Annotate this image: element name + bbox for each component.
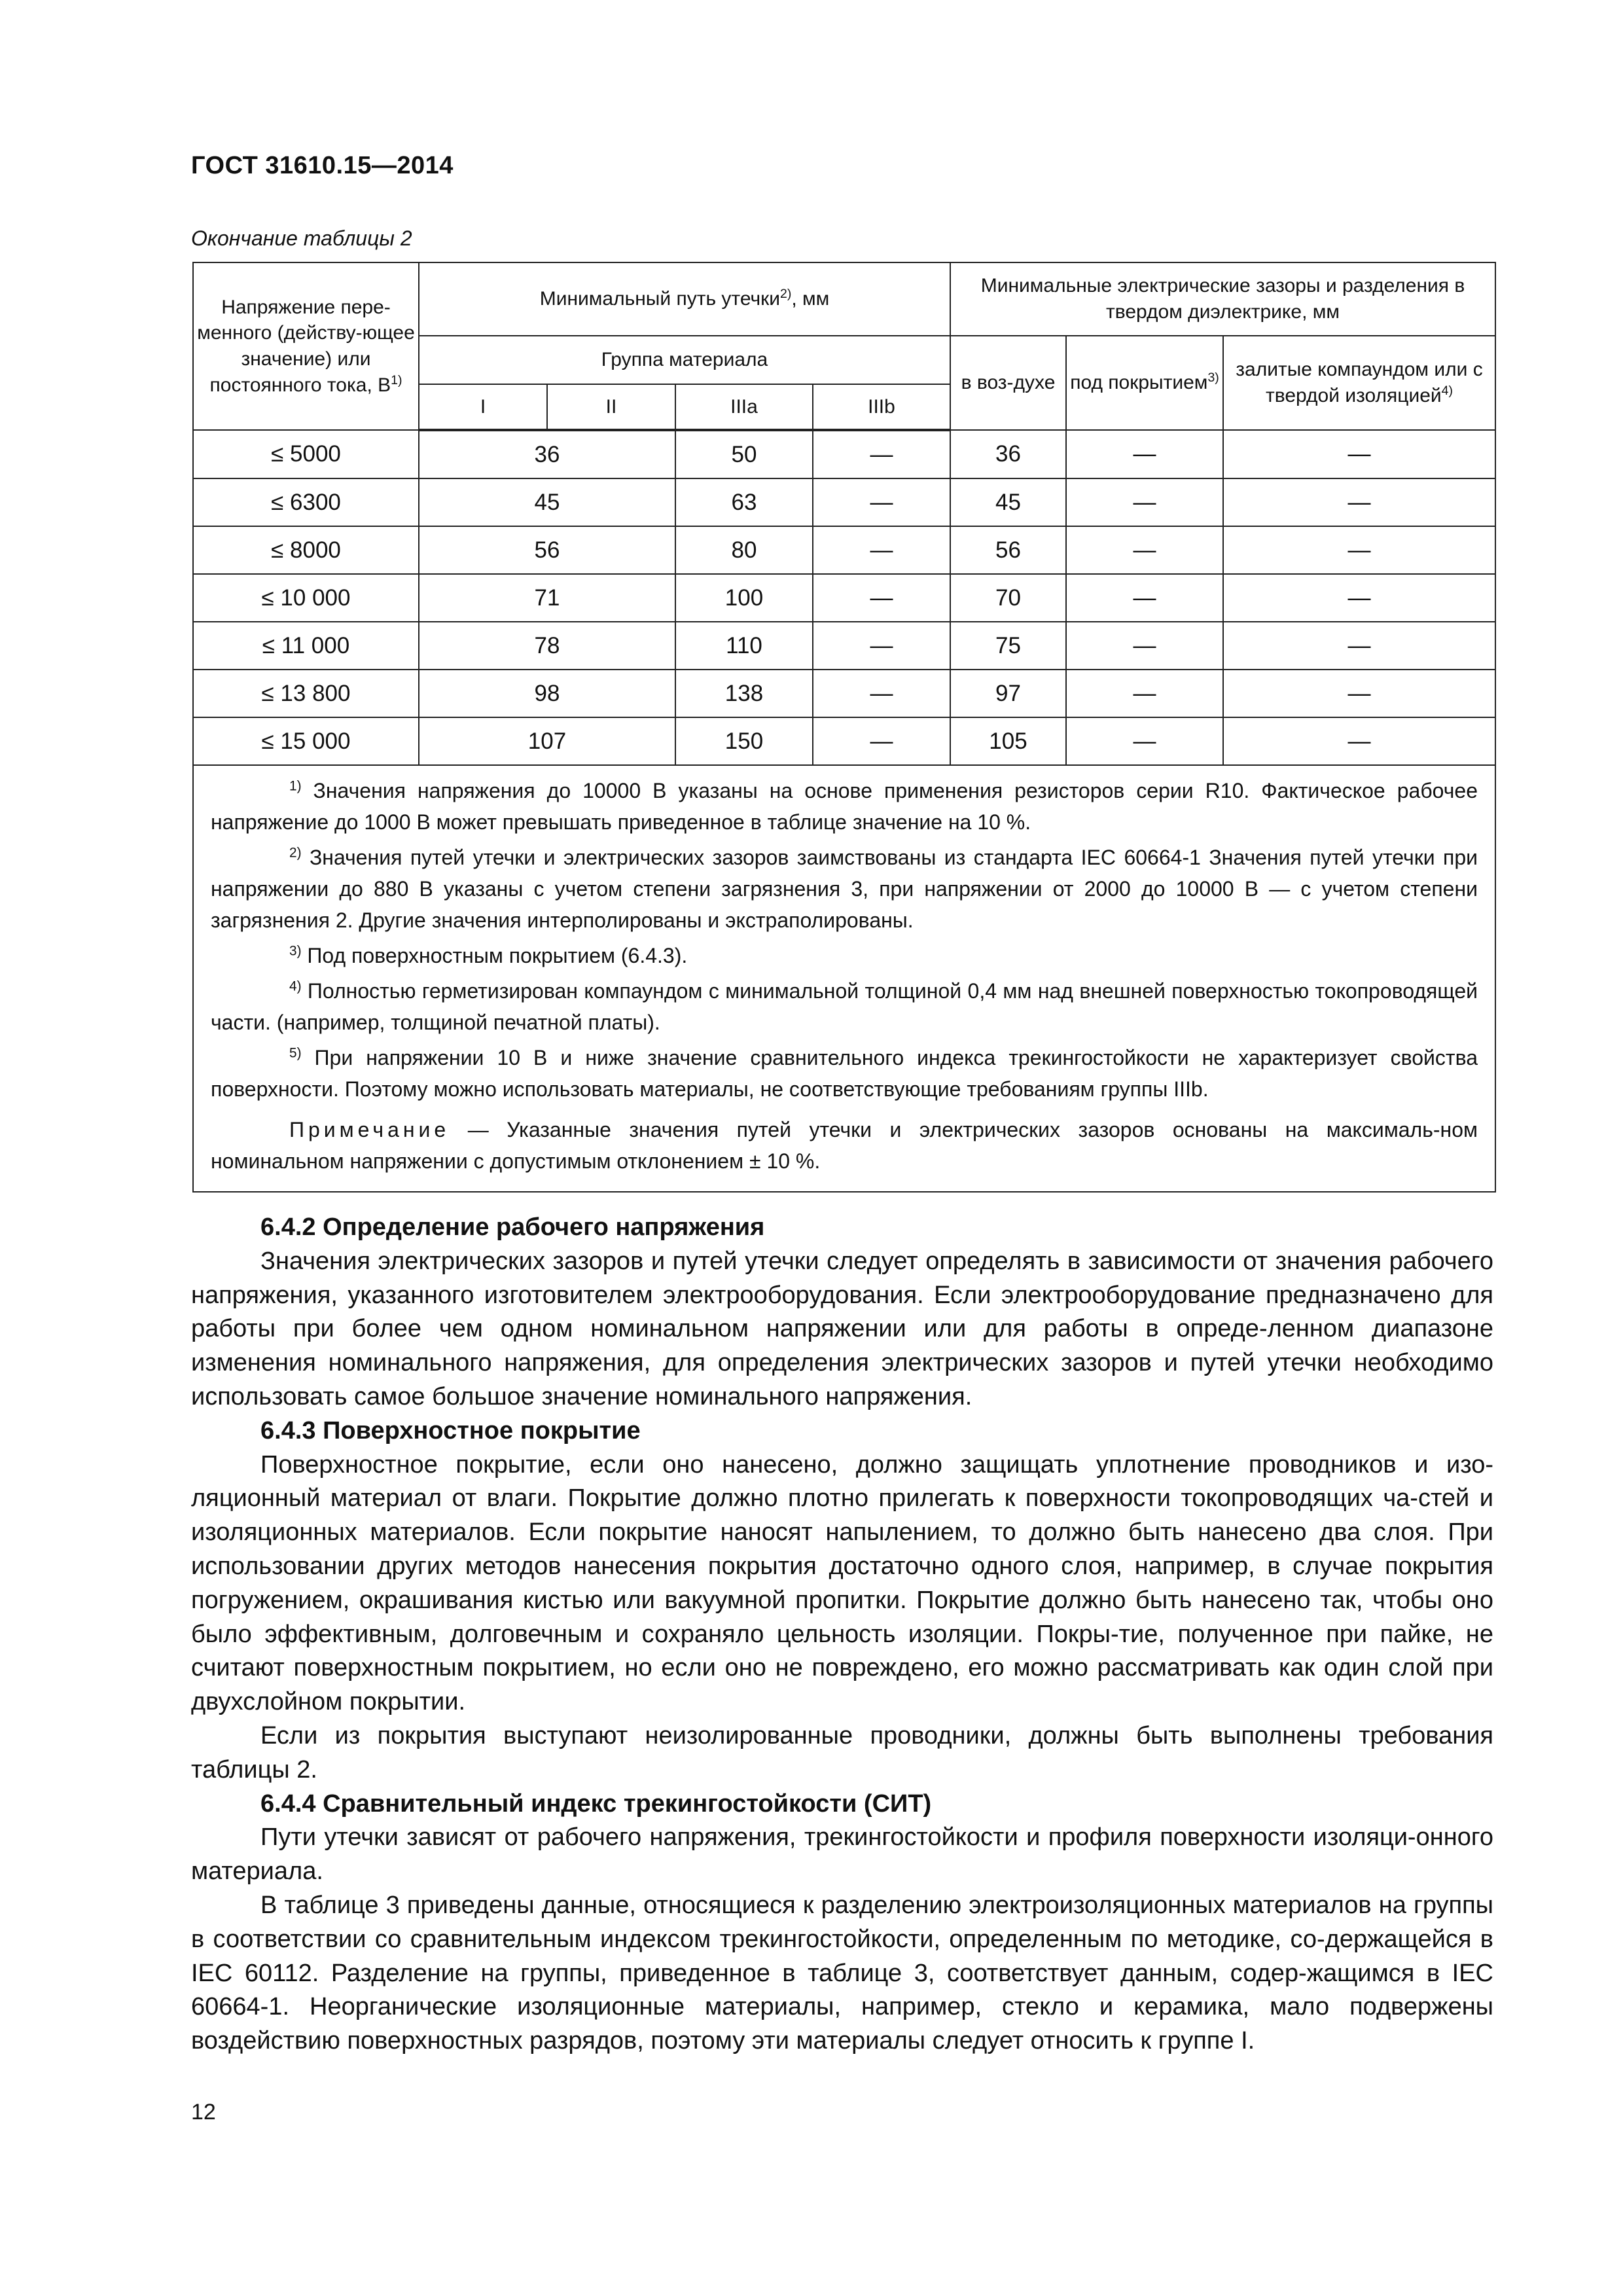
header-clearance: Минимальные электрические зазоры и разделения в твердом диэлектрике, мм	[950, 262, 1495, 336]
footnote-2: $^{2)}$ Значения путей утечки и электрических зазоров заимствованы из стандарта IEC 60664-1 Значения путей утечки при напряжении до 880 В указаны с учетом степени загрязнения 3, при напряжении от 2000 до 10000 В — с учетом степени загрязнения 2. Другие значения интерполированы и экстраполированы.	[211, 845, 1478, 932]
table-row: ≤ 11 000 78 110 — 75 — —	[193, 622, 1495, 670]
section-6-4-3-paragraph-2: Если из покрытия выступают неизолированные проводники, должны быть выполнены требования таблицы 2.	[191, 1721, 1493, 1784]
table-note: Примечание — Указанные значения путей утечки и электрических зазоров основаны на максималь-ном номинальном напряжении с допустимым отклонением ± 10 %.	[211, 1118, 1478, 1173]
section-6-4-2-title: 6.4.2 Определение рабочего напряжения	[260, 1213, 765, 1241]
footnote-5: $^{5)}$ При напряжении 10 В и ниже значение сравнительного индекса трекингостойкости не характеризует свойства поверхности. Поэтому можно использовать материалы, не соответствующие требованиям группы IIIb.	[211, 1045, 1478, 1101]
header-potted: залитые компаундом или с твердой изоляцией$^{4)}$	[1223, 336, 1495, 430]
header-mat-i: I	[419, 384, 547, 430]
header-material-group: Группа материала	[419, 336, 950, 384]
footnote-3: $^{3)}$ Под поверхностным покрытием (6.4.3).	[289, 943, 688, 967]
clearance-table	[192, 262, 1496, 1193]
header-creepage: Минимальный путь утечки$^{2)}$, мм	[419, 262, 950, 336]
header-mat-iiib: IIIb	[813, 384, 950, 430]
header-mat-ii: II	[547, 384, 675, 430]
body-text	[191, 1211, 1493, 2058]
section-6-4-4-paragraph-2: В таблице 3 приведены данные, относящиеся к разделению электроизоляционных материалов на группы в соответствии со сравнительным индексом трекингостойкости, определенным по методике, со-держащейся в IEC 60112. Разделение на группы, приведенное в таблице 3, соответствует данным, содер-жащимся в IEC 60664-1. Неорганические изоляционные материалы, например, стекло и керамика, мало подвержены воздействию поверхностных разрядов, поэтому эти материалы следует относить к группе I.	[191, 1891, 1493, 2055]
header-mat-iiia: IIIa	[675, 384, 813, 430]
section-6-4-2-paragraph: Значения электрических зазоров и путей утечки следует определять в зависимости от значения рабочего напряжения, указанного изготовителем электрооборудования. Если электрооборудование предназначено для работы при более чем одном номинальном напряжении или для работы в опреде-ленном диапазоне изменения номинального напряжения, для определения электрических зазоров и путей утечки необходимо использовать самое большое значение номинального напряжения.	[191, 1247, 1493, 1410]
section-6-4-4-paragraph-1: Пути утечки зависят от рабочего напряжения, трекингостойкости и профиля поверхности изоляци-онного материала.	[191, 1823, 1493, 1886]
table-row: ≤ 6300 45 63 — 45 — —	[193, 478, 1495, 526]
table-row: ≤ 13 800 98 138 — 97 — —	[193, 670, 1495, 717]
section-6-4-4-title: 6.4.4 Сравнительный индекс трекингостойкости (СИТ)	[260, 1789, 932, 1818]
table-row: ≤ 15 000 107 150 — 105 — —	[193, 717, 1495, 765]
header-voltage: Напряжение пере-менного (действу-ющее значение) или постоянного тока, $В^{1)}$	[193, 262, 419, 430]
page-number: 12	[191, 2100, 216, 2125]
table-caption: Окончание таблицы 2	[191, 226, 412, 250]
table-row: ≤ 8000 56 80 — 56 — —	[193, 526, 1495, 574]
table-footnotes	[193, 765, 1495, 1192]
document-header: ГОСТ 31610.15—2014	[191, 152, 454, 179]
section-6-4-3-title: 6.4.3 Поверхностное покрытие	[260, 1416, 641, 1444]
table-row: ≤ 10 000 71 100 — 70 — —	[193, 574, 1495, 622]
table-row: ≤ 5000 36 50 — 36 — —	[193, 430, 1495, 478]
section-6-4-3-paragraph-1: Поверхностное покрытие, если оно нанесено, должно защищать уплотнение проводников и изо-ляционный материал от влаги. Покрытие должно плотно прилегать к поверхности токопроводящих ча-стей и изоляционных материалов. Если покрытие наносят напылением, то должно быть нанесено два слоя. При использовании других методов нанесения покрытия достаточно одного слоя, например, в случае покрытия погружением, окрашивания кистью или вакуумной пропитки. Покрытие должно быть нанесено так, чтобы оно было эффективным, долговечным и сохраняло цельность изоляции. Покры-тие, полученное при пайке, не считают поверхностным покрытием, но если оно не повреждено, его можно рассматривать как один слой при двухслойном покрытии.	[191, 1450, 1493, 1716]
header-under-coating: под покрытием$^{3)}$	[1066, 336, 1223, 430]
footnote-4: $^{4)}$ Полностью герметизирован компаундом с минимальной толщиной 0,4 мм над внешней поверхностью токопроводящей части. (например, толщиной печатной платы).	[211, 978, 1478, 1034]
header-air: в воз-духе	[950, 336, 1066, 430]
footnote-1: $^{1)}$ Значения напряжения до 10000 В указаны на основе применения резисторов серии R10. Фактическое рабочее напряжение до 1000 В может превышать приведенное в таблице значение на 10 %.	[211, 778, 1478, 834]
